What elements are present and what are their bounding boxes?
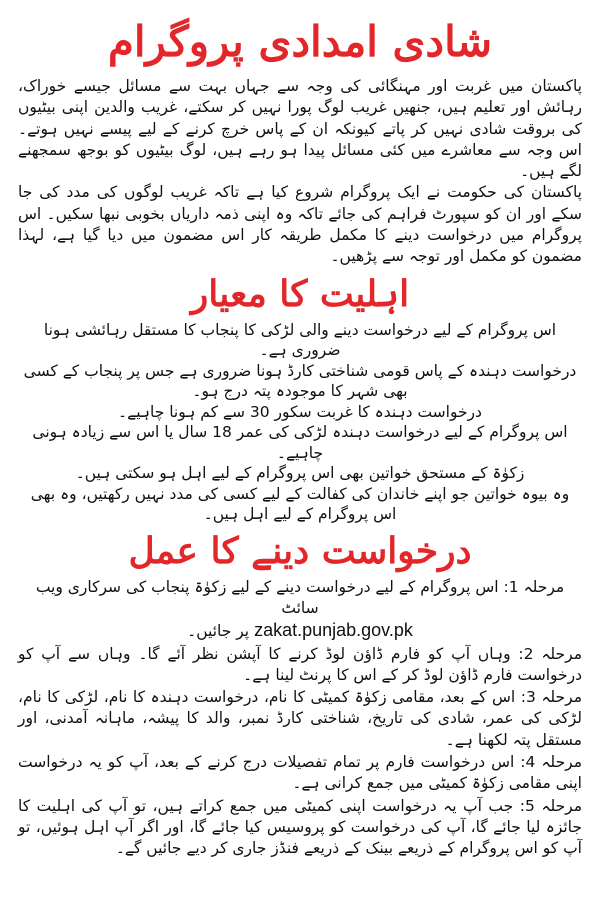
eligibility-item: زکوٰۃ کے مستحق خواتین بھی اس پروگرام کے لیے اہل ہو سکتی ہیں۔: [75, 464, 525, 483]
intro-paragraph-2: پاکستان کی حکومت نے ایک پروگرام شروع کیا ہے تاکہ غریب لوگوں کی مدد کی جا سکے اور ان کو سپورٹ فراہم کی جائے تاکہ وہ اپنی ذمہ داریاں بخوبی نبھا سکیں۔ اس پروگرام میں درخواست دینے کا مکمل طریقہ کار اس مضمون میں دیا گیا ہے، لہذا مضمون کو مکمل اور توجہ سے پڑھیں۔: [18, 183, 582, 266]
eligibility-heading: اہلیت کا معیار: [190, 272, 410, 315]
intro-paragraph-1: پاکستان میں غربت اور مہنگائی کی وجہ سے جہاں بہت سے مسائل جیسے خوراک، رہائش اور تعلیم ہیں، جنھیں غریب لوگ پورا نہیں کر سکتے، غریب والدین اپنی بیٹیوں کی بروقت شادی نہیں کر پاتے کیونکہ ان کے پاس خرچ کرنے کے لیے پیسے نہیں ہوتے۔ اس وجہ سے معاشرے میں کئی مسائل پیدا ہو رہے ہیں، لوگ بیٹیوں کو بوجھ سمجھنے لگے ہیں۔: [18, 77, 582, 181]
step-text: وہاں آپ کو فارم ڈاؤن لوڈ کرنے کا آپشن نظر آئے گا۔ وہاں سے آپ کو درخواست فارم ڈاؤن لوڈ کر کے اس کا پرنٹ لینا ہے۔: [18, 644, 582, 684]
step-4: [18, 752, 582, 795]
step-label: مرحلہ 3:: [520, 688, 582, 707]
eligibility-item: درخواست دہندہ کا غربت سکور 30 سے کم ہونا چاہیے۔: [118, 402, 482, 421]
zakat-website-link[interactable]: zakat.punjab.gov.pk: [254, 620, 413, 641]
step-5: [18, 796, 582, 860]
step-label: مرحلہ 1:: [503, 577, 565, 596]
process-heading: درخواست دینے کا عمل: [128, 529, 472, 572]
step-text: جب آپ یہ درخواست اپنی کمیٹی میں جمع کراتے ہیں، تو آپ کی اہلیت کا جائزہ لیا جائے گا، آپ کی درخواست کو پروسیس کیا جائے گا، اور اگر آپ اہل ہوئیں، تو آپ کو اس پروگرام کے ذریعے بینک کے ذریعے فنڈز جاری کر دیے جائیں گے۔: [18, 796, 582, 858]
eligibility-item: وہ بیوہ خواتین جو اپنے خاندان کی کفالت کے لیے کسی کی مدد نہیں رکھتیں، وہ بھی اس پروگرام کے لیے اہل ہیں۔: [30, 484, 570, 524]
process-steps: [18, 577, 582, 860]
step-text: پر جائیں۔: [187, 622, 250, 641]
step-3: [18, 687, 582, 751]
step-label: مرحلہ 4:: [520, 753, 583, 772]
eligibility-item: اس پروگرام کے لیے درخواست دہندہ لڑکی کی عمر 18 سال یا اس سے زیادہ ہونی چاہیے۔: [32, 423, 568, 462]
intro-section: [18, 74, 582, 268]
step-1-url-line: [18, 620, 582, 642]
step-label: مرحلہ 5:: [519, 796, 583, 815]
eligibility-item: درخواست دہندہ کے پاس قومی شناختی کارڈ ہونا ضروری ہے جس پر پنجاب کے کسی بھی شہر کا موجودہ پتہ درج ہو۔: [23, 361, 577, 401]
step-text: اس درخواست فارم پر تمام تفصیلات درج کرنے کے بعد، آپ کو یہ درخواست اپنی مقامی زکوٰۃ کمیٹی میں جمع کرانی ہے۔: [18, 753, 582, 793]
step-text: اس پروگرام کے لیے درخواست دینے کے لیے زکوٰۃ پنجاب کی سرکاری ویب سائٹ: [35, 577, 499, 617]
page-title: شادی امدادی پروگرام: [107, 17, 493, 66]
eligibility-list: [18, 320, 582, 525]
step-1: [18, 577, 582, 620]
step-2: [18, 644, 582, 687]
step-label: مرحلہ 2:: [518, 644, 582, 663]
step-text: اس کے بعد، مقامی زکوٰۃ کمیٹی کا نام، درخواست دہندہ کا نام، لڑکی کا نام، لڑکی کی عمر، شادی کی تاریخ، شناختی کارڈ نمبر، والد کا پیشہ، ماہانہ آمدنی، اور مستقل پتہ لکھنا ہے۔: [18, 688, 582, 749]
eligibility-item: اس پروگرام کے لیے درخواست دینے والی لڑکی کا پنجاب کا مستقل رہائشی ہونا ضروری ہے۔: [43, 320, 557, 360]
